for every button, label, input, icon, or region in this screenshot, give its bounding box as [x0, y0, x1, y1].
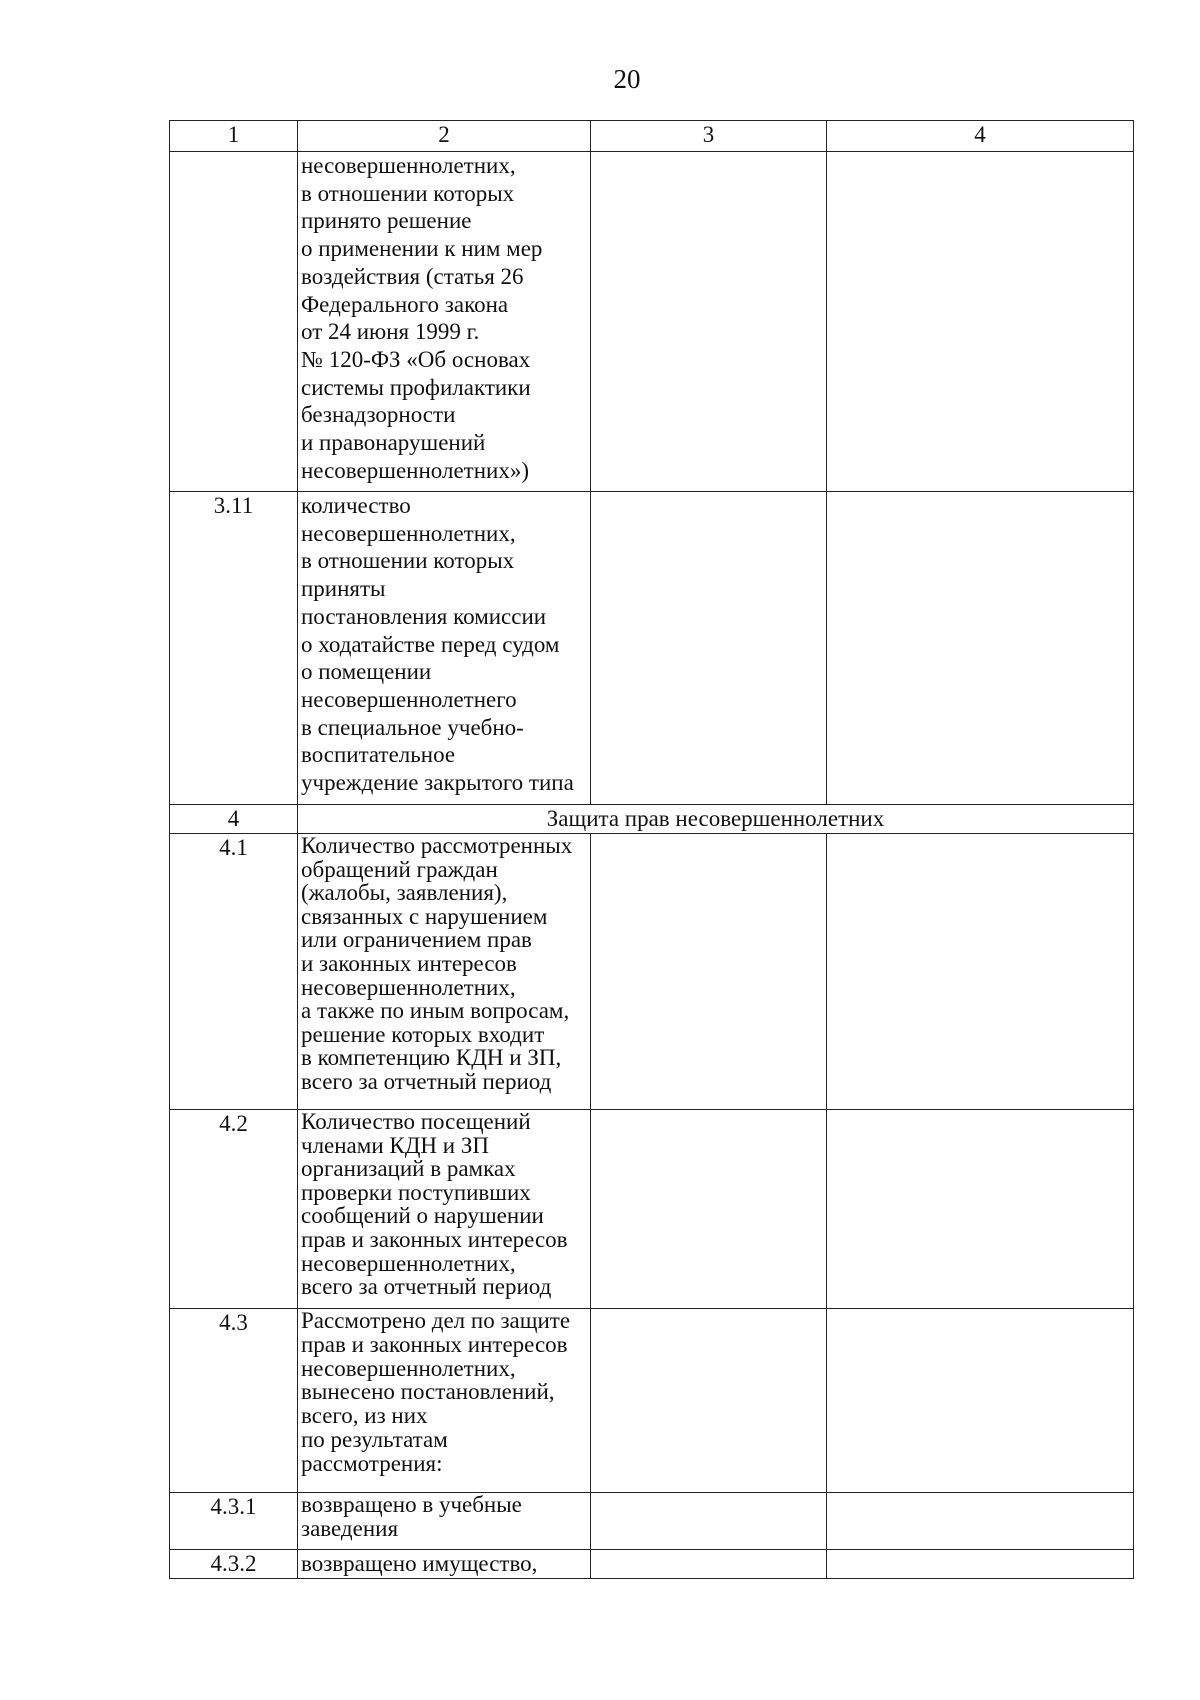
row-description	[298, 834, 591, 1110]
value-cell	[591, 1309, 827, 1493]
value-cell	[591, 152, 827, 492]
row-description-text: Количество рассмотренных обращений граждан (жалобы, заявления), связанных с нарушением или ограничением прав и законных интересов несовершеннолетних, а также по иным вопросам, решение которых входит в компетенцию КДН и ЗП, всего за отчетный период	[301, 833, 573, 1094]
row-number: 4.3.1	[170, 1493, 298, 1550]
table-row	[170, 152, 1134, 492]
row-description	[298, 152, 591, 492]
row-description-text: несовершеннолетних, в отношении которых принято решение о применении к ним мер воздействия (статья 26 Федерального закона от 24 июня 1999 г. № 120-ФЗ «Об основах системы профилактики безнадзорности и правонарушений несовершеннолетних»)	[301, 153, 543, 483]
row-number: 4.3.2	[170, 1550, 298, 1579]
table-row	[170, 834, 1134, 1110]
table-row	[170, 1309, 1134, 1493]
table-header-row	[170, 121, 1134, 152]
row-description-text: Количество посещений членами КДН и ЗП организаций в рамках проверки поступивших сообщений о нарушении прав и законных интересов несовершеннолетних, всего за отчетный период	[301, 1109, 568, 1300]
row-number: 4.2	[170, 1110, 298, 1309]
table-row	[170, 1550, 1134, 1579]
section-title: Защита прав несовершеннолетних	[298, 805, 1134, 834]
row-number: 4.1	[170, 834, 298, 1110]
section-number: 4	[170, 805, 298, 834]
value-cell	[591, 1493, 827, 1550]
table-row	[170, 492, 1134, 805]
value-cell	[827, 1309, 1134, 1493]
table-row	[170, 1110, 1134, 1309]
header-col-3: 3	[591, 121, 827, 152]
row-description-text: возвращено в учебные заведения	[301, 1492, 522, 1541]
table-row	[170, 1493, 1134, 1550]
section-row	[170, 805, 1134, 834]
value-cell	[827, 1110, 1134, 1309]
row-number	[170, 152, 298, 492]
row-description-text: Рассмотрено дел по защите прав и законных интересов несовершеннолетних, вынесено постановлений, всего, из них по результатам рассмотрения:	[301, 1308, 571, 1476]
value-cell	[827, 1550, 1134, 1579]
row-description	[298, 1493, 591, 1550]
value-cell	[827, 834, 1134, 1110]
row-description-text: возвращено имущество,	[301, 1551, 538, 1576]
row-description	[298, 492, 591, 805]
row-description	[298, 1110, 591, 1309]
value-cell	[827, 1493, 1134, 1550]
header-col-1: 1	[170, 121, 298, 152]
value-cell	[591, 1110, 827, 1309]
row-number: 4.3	[170, 1309, 298, 1493]
page-number: 20	[613, 64, 641, 94]
header-col-4: 4	[827, 121, 1134, 152]
header-col-2: 2	[298, 121, 591, 152]
value-cell	[827, 152, 1134, 492]
value-cell	[591, 1550, 827, 1579]
value-cell	[827, 492, 1134, 805]
report-table	[169, 120, 1134, 1579]
row-description	[298, 1550, 591, 1579]
value-cell	[591, 492, 827, 805]
row-number: 3.11	[170, 492, 298, 805]
value-cell	[591, 834, 827, 1110]
row-description-text: количество несовершеннолетних, в отношении которых приняты постановления комиссии о ходатайстве перед судом о помещении несовершеннолетнего в специальное учебно- воспитательное учреждение закрытого типа	[301, 493, 574, 796]
row-description	[298, 1309, 591, 1493]
